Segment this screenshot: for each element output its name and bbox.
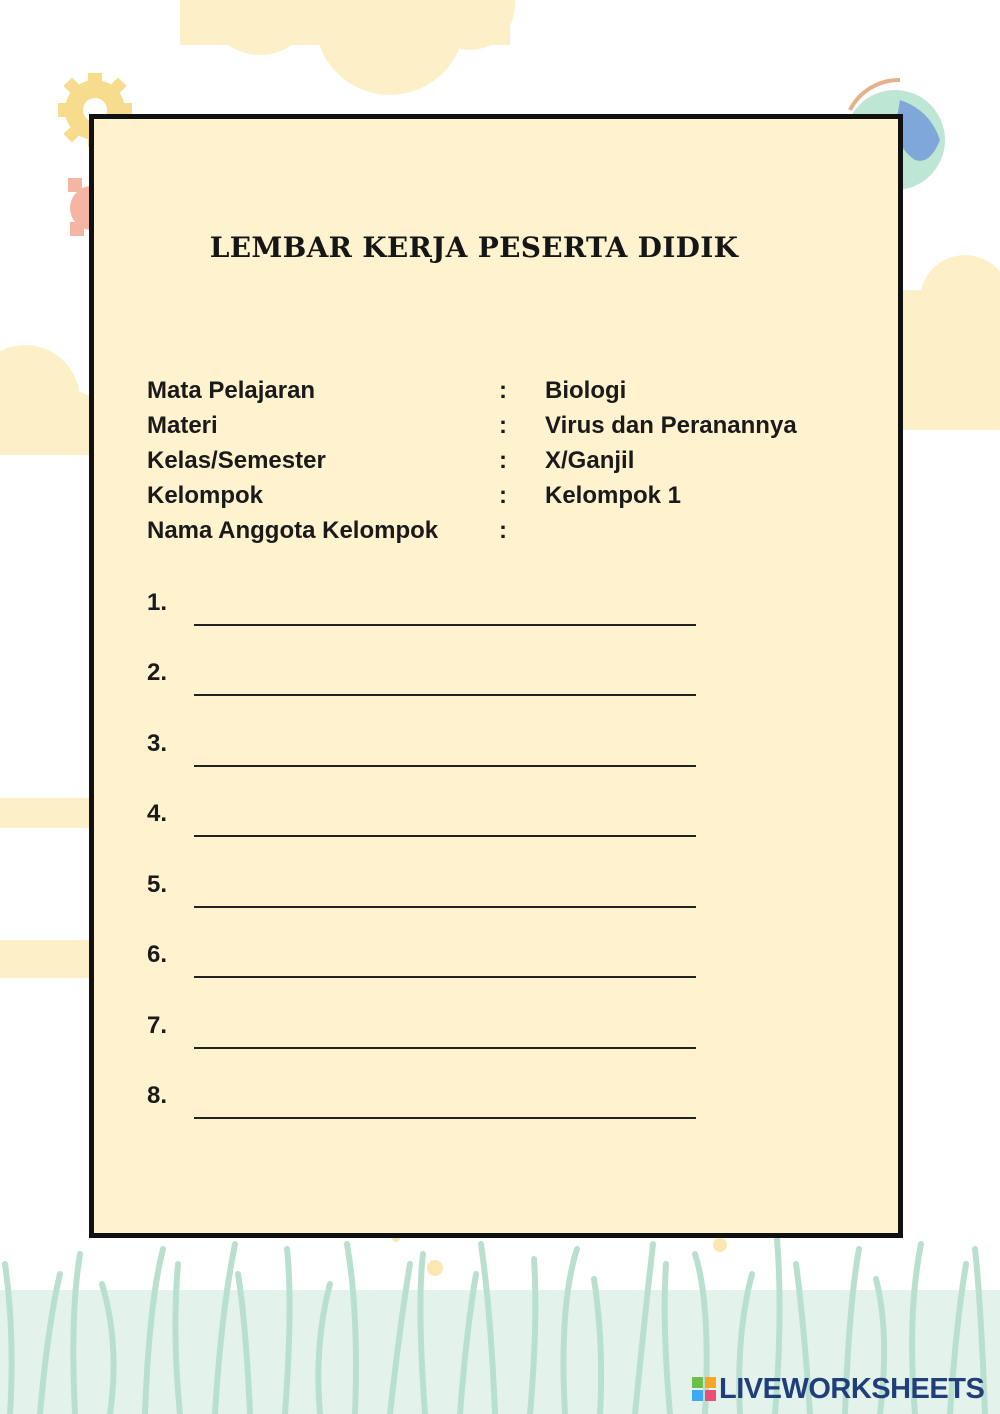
info-colon: : [499,517,507,544]
member-number: 2. [147,659,168,686]
brand-name: LIVEWORKSHEETS [719,1372,985,1405]
member-number: 6. [147,941,168,968]
worksheet-card [89,114,903,1238]
member-name-field[interactable] [194,906,696,908]
page-title: LEMBAR KERJA PESERTA DIDIK [209,231,739,264]
info-label: Nama Anggota Kelompok [147,517,439,544]
left-stripe [0,798,92,828]
member-name-field[interactable] [194,694,696,696]
info-label: Kelas/Semester [147,447,326,474]
info-value: X/Ganjil [545,447,635,474]
info-colon: : [499,482,507,509]
info-colon: : [499,412,507,439]
member-name-field[interactable] [194,765,696,767]
member-name-field[interactable] [194,835,696,837]
info-label: Materi [147,412,218,439]
right-cloud [895,255,1000,430]
left-stripe [0,940,92,978]
member-name-field[interactable] [194,1047,696,1049]
member-name-field[interactable] [194,976,696,978]
member-number: 4. [147,800,168,827]
member-number: 3. [147,730,168,757]
liveworksheets-brand [692,1372,984,1406]
top-cloud [180,0,515,95]
info-label: Mata Pelajaran [147,377,316,404]
info-colon: : [499,447,507,474]
left-cloud [0,345,100,455]
member-number: 1. [147,589,168,616]
info-value: Kelompok 1 [545,482,682,509]
member-number: 8. [147,1082,168,1109]
member-name-field[interactable] [194,624,696,626]
member-name-field[interactable] [194,1117,696,1119]
member-number: 5. [147,871,168,898]
info-colon: : [499,377,507,404]
member-number: 7. [147,1012,168,1039]
info-value: Virus dan Peranannya [545,412,797,439]
info-value: Biologi [545,377,627,404]
liveworksheets-logo-icon [692,1377,716,1401]
info-label: Kelompok [147,482,264,509]
